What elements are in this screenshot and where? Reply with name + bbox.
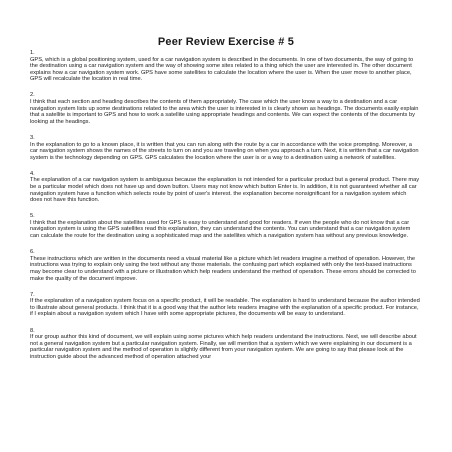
paragraph-3 — [30, 135, 420, 161]
paragraph-number: 7. — [30, 291, 35, 298]
paragraph-text: If the explanation of a navigation system focus on a specific product, it will be readable. The explanation is hard to understand because the author intended to illustrate about general products. I think that it is a good way that the author lets readers imagine with the explanation of a specific product. For instance, if I explain about a navigation system which I have with some appropriate pictures, the documents will be easy to understand. — [30, 298, 420, 318]
paragraph-1 — [30, 50, 420, 83]
paragraph-number: 4. — [30, 170, 35, 177]
paragraph-text: If our group author this kind of document, we will explain using some pictures which help readers understand the instructions. Next, we will describe about not a general navigation system but a particular navigation system. Finally, we will mention that a system which we were explaining in our document is a particular navigation system and the method of operation is slightly different from your navigation system. We are going to say that please look at the instruction guide about the advanced method of operation attached your — [30, 334, 417, 360]
paragraph-8 — [30, 328, 420, 361]
paragraph-number: 5. — [30, 213, 35, 220]
paragraph-5 — [30, 213, 420, 239]
paragraph-text: In the explanation to go to a known place, it is written that you can run along with the route by a car in accordance with the voice prompting. Moreover, a car navigation system shows the names of the streets to turn on and you are traveling on when you approach a turn. Next, it is written that a car navigation system is the technology depending on GPS. GPS calculates the location where the user is or a way to a destination using a network of satellites. — [30, 141, 419, 161]
paragraph-number: 6. — [30, 249, 35, 256]
paragraph-number: 8. — [30, 327, 35, 334]
paragraph-number: 3. — [30, 134, 35, 141]
paragraph-text: I think that the explanation about the satellites used for GPS is easy to understand and good for readers. If even the people who do not know that a car navigation system is using the GPS satellites read this explanation, they can understand the contents. You can understand that a car navigation system can calculate the route for the destination using a sophisticated map and the satellites which a navigation system has without any previous knowledge. — [30, 219, 411, 240]
document-title: Peer Review Exercise # 5 — [157, 36, 295, 48]
paragraph-6 — [30, 249, 420, 282]
paragraph-text: I think that each section and heading describes the contents of them appropriately. The case which the user know a way to a destination and a car navigation system lists up some destinations related to the area which the user is interested in is clearly shown as headings. The documents easily explain that a satellite is important to GPS and how to work a satellite using appropriate headings and contents. We can expect the contents of the documents by looking at the headings. — [30, 99, 419, 125]
paragraph-number: 1. — [30, 50, 35, 56]
document-body — [30, 50, 420, 370]
paragraph-2 — [30, 92, 420, 125]
paragraph-4 — [30, 171, 420, 204]
paragraph-text: The explanation of a car navigation system is ambiguous because the explanation is not intended for a particular product but a general product. There may be a particular model which does not have up and down button. Users may not know which button Enter is. In addition, it is not guaranteed whether all car navigation system have a function which selects route by point of user's interest. the explanation become nonsignificant for a navigation system which does not have this function. — [30, 177, 420, 204]
paragraph-text: GPS, which is a global positioning system, used for a car navigation system is described in the documents. In one of two documents, the way of going to the destination using a car navigation system and the way of showing some sites related to a thing which the user are interested in. The other document explains how a car navigation system work. GPS have some satellites to calculate the location where the user is. When the user move to another place, GPS will recalculate the location in real time. — [30, 56, 414, 83]
paragraph-number: 2. — [30, 92, 35, 99]
paragraph-text: These instructions which are written in the documents need a visual material like a picture which let readers imagine a method of operation. However, the instructions was trying to explain only using the text without any those materials. the confusing part which explained with only the text-based instructions may become clear to understand with a picture or illustration which help readers understand the method of operation. These errors should be corrected to make the quality of the document improve. — [30, 255, 416, 282]
paragraph-7 — [30, 292, 420, 318]
